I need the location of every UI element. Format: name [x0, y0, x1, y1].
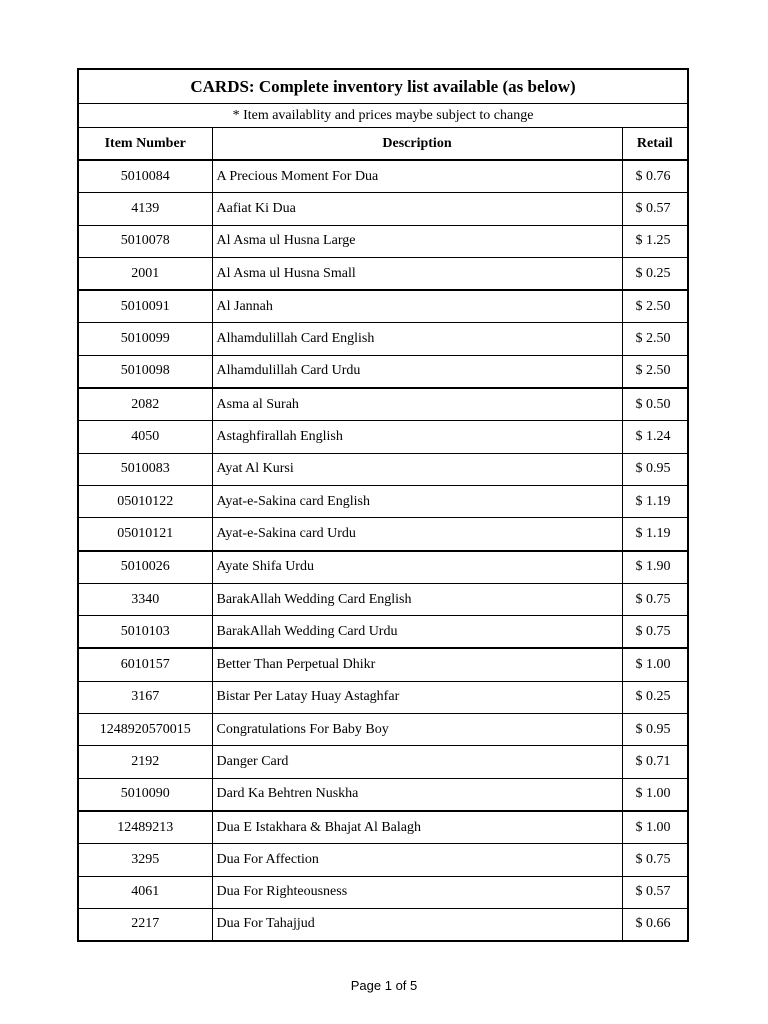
- description-cell: Dua For Affection: [212, 844, 622, 876]
- retail-price-cell: $ 1.25: [622, 225, 688, 257]
- table-row: [78, 876, 688, 908]
- item-number-cell: 4050: [78, 421, 212, 453]
- table-row: [78, 811, 688, 844]
- table-row: [78, 421, 688, 453]
- description-cell: Alhamdulillah Card Urdu: [212, 355, 622, 388]
- table-row: [78, 257, 688, 290]
- table-row: [78, 225, 688, 257]
- table-title: CARDS: Complete inventory list available (as below): [78, 69, 688, 104]
- retail-price-cell: $ 1.24: [622, 421, 688, 453]
- item-number-cell: 5010099: [78, 323, 212, 355]
- table-row: [78, 485, 688, 517]
- retail-price-cell: $ 0.66: [622, 908, 688, 941]
- item-number-cell: 2001: [78, 257, 212, 290]
- column-header-item-number: Item Number: [78, 128, 212, 161]
- retail-price-cell: $ 1.00: [622, 648, 688, 681]
- description-cell: Astaghfirallah English: [212, 421, 622, 453]
- table-row: [78, 583, 688, 615]
- item-number-cell: 5010026: [78, 551, 212, 584]
- retail-price-cell: $ 1.19: [622, 485, 688, 517]
- table-body: [78, 160, 688, 941]
- table-row: [78, 616, 688, 649]
- retail-price-cell: $ 0.57: [622, 193, 688, 225]
- retail-price-cell: $ 0.75: [622, 583, 688, 615]
- retail-price-cell: $ 0.75: [622, 616, 688, 649]
- item-number-cell: 3340: [78, 583, 212, 615]
- description-cell: Aafiat Ki Dua: [212, 193, 622, 225]
- table-row: [78, 323, 688, 355]
- retail-price-cell: $ 0.95: [622, 453, 688, 485]
- inventory-table: [77, 68, 689, 942]
- description-cell: Dua For Tahajjud: [212, 908, 622, 941]
- item-number-cell: 2082: [78, 388, 212, 421]
- item-number-cell: 2192: [78, 746, 212, 778]
- description-cell: Al Asma ul Husna Small: [212, 257, 622, 290]
- item-number-cell: 5010083: [78, 453, 212, 485]
- table-row: [78, 518, 688, 551]
- description-cell: Ayat Al Kursi: [212, 453, 622, 485]
- retail-price-cell: $ 1.19: [622, 518, 688, 551]
- retail-price-cell: $ 0.71: [622, 746, 688, 778]
- retail-price-cell: $ 1.90: [622, 551, 688, 584]
- table-row: [78, 778, 688, 811]
- description-cell: Ayat-e-Sakina card English: [212, 485, 622, 517]
- item-number-cell: 5010091: [78, 290, 212, 323]
- table-row: [78, 908, 688, 941]
- description-cell: Alhamdulillah Card English: [212, 323, 622, 355]
- column-header-retail: Retail: [622, 128, 688, 161]
- table-row: [78, 160, 688, 193]
- retail-price-cell: $ 2.50: [622, 355, 688, 388]
- table-row: [78, 290, 688, 323]
- description-cell: Danger Card: [212, 746, 622, 778]
- description-cell: A Precious Moment For Dua: [212, 160, 622, 193]
- table-row: [78, 681, 688, 713]
- retail-price-cell: $ 2.50: [622, 323, 688, 355]
- retail-price-cell: $ 0.95: [622, 714, 688, 746]
- description-cell: Al Jannah: [212, 290, 622, 323]
- retail-price-cell: $ 0.57: [622, 876, 688, 908]
- description-cell: Al Asma ul Husna Large: [212, 225, 622, 257]
- item-number-cell: 4061: [78, 876, 212, 908]
- retail-price-cell: $ 1.00: [622, 811, 688, 844]
- retail-price-cell: $ 0.76: [622, 160, 688, 193]
- retail-price-cell: $ 2.50: [622, 290, 688, 323]
- item-number-cell: 5010090: [78, 778, 212, 811]
- description-cell: Bistar Per Latay Huay Astaghfar: [212, 681, 622, 713]
- table-row: [78, 746, 688, 778]
- retail-price-cell: $ 0.75: [622, 844, 688, 876]
- column-header-description: Description: [212, 128, 622, 161]
- description-cell: Better Than Perpetual Dhikr: [212, 648, 622, 681]
- table-row: [78, 355, 688, 388]
- item-number-cell: 5010103: [78, 616, 212, 649]
- description-cell: Asma al Surah: [212, 388, 622, 421]
- availability-note: * Item availablity and prices maybe subject to change: [78, 104, 688, 128]
- table-row: [78, 388, 688, 421]
- description-cell: BarakAllah Wedding Card English: [212, 583, 622, 615]
- table-row: [78, 193, 688, 225]
- item-number-cell: 6010157: [78, 648, 212, 681]
- item-number-cell: 5010084: [78, 160, 212, 193]
- item-number-cell: 3167: [78, 681, 212, 713]
- item-number-cell: 4139: [78, 193, 212, 225]
- item-number-cell: 1248920570015: [78, 714, 212, 746]
- retail-price-cell: $ 0.25: [622, 257, 688, 290]
- item-number-cell: 5010078: [78, 225, 212, 257]
- description-cell: Ayat-e-Sakina card Urdu: [212, 518, 622, 551]
- table-row: [78, 714, 688, 746]
- page-number: Page 1 of 5: [350, 978, 418, 993]
- item-number-cell: 12489213: [78, 811, 212, 844]
- item-number-cell: 05010122: [78, 485, 212, 517]
- item-number-cell: 2217: [78, 908, 212, 941]
- description-cell: Dua For Righteousness: [212, 876, 622, 908]
- item-number-cell: 3295: [78, 844, 212, 876]
- description-cell: Dua E Istakhara & Bhajat Al Balagh: [212, 811, 622, 844]
- item-number-cell: 05010121: [78, 518, 212, 551]
- table-row: [78, 453, 688, 485]
- retail-price-cell: $ 0.50: [622, 388, 688, 421]
- table-row: [78, 551, 688, 584]
- retail-price-cell: $ 1.00: [622, 778, 688, 811]
- description-cell: Congratulations For Baby Boy: [212, 714, 622, 746]
- description-cell: Dard Ka Behtren Nuskha: [212, 778, 622, 811]
- description-cell: BarakAllah Wedding Card Urdu: [212, 616, 622, 649]
- retail-price-cell: $ 0.25: [622, 681, 688, 713]
- table-row: [78, 844, 688, 876]
- item-number-cell: 5010098: [78, 355, 212, 388]
- description-cell: Ayate Shifa Urdu: [212, 551, 622, 584]
- table-row: [78, 648, 688, 681]
